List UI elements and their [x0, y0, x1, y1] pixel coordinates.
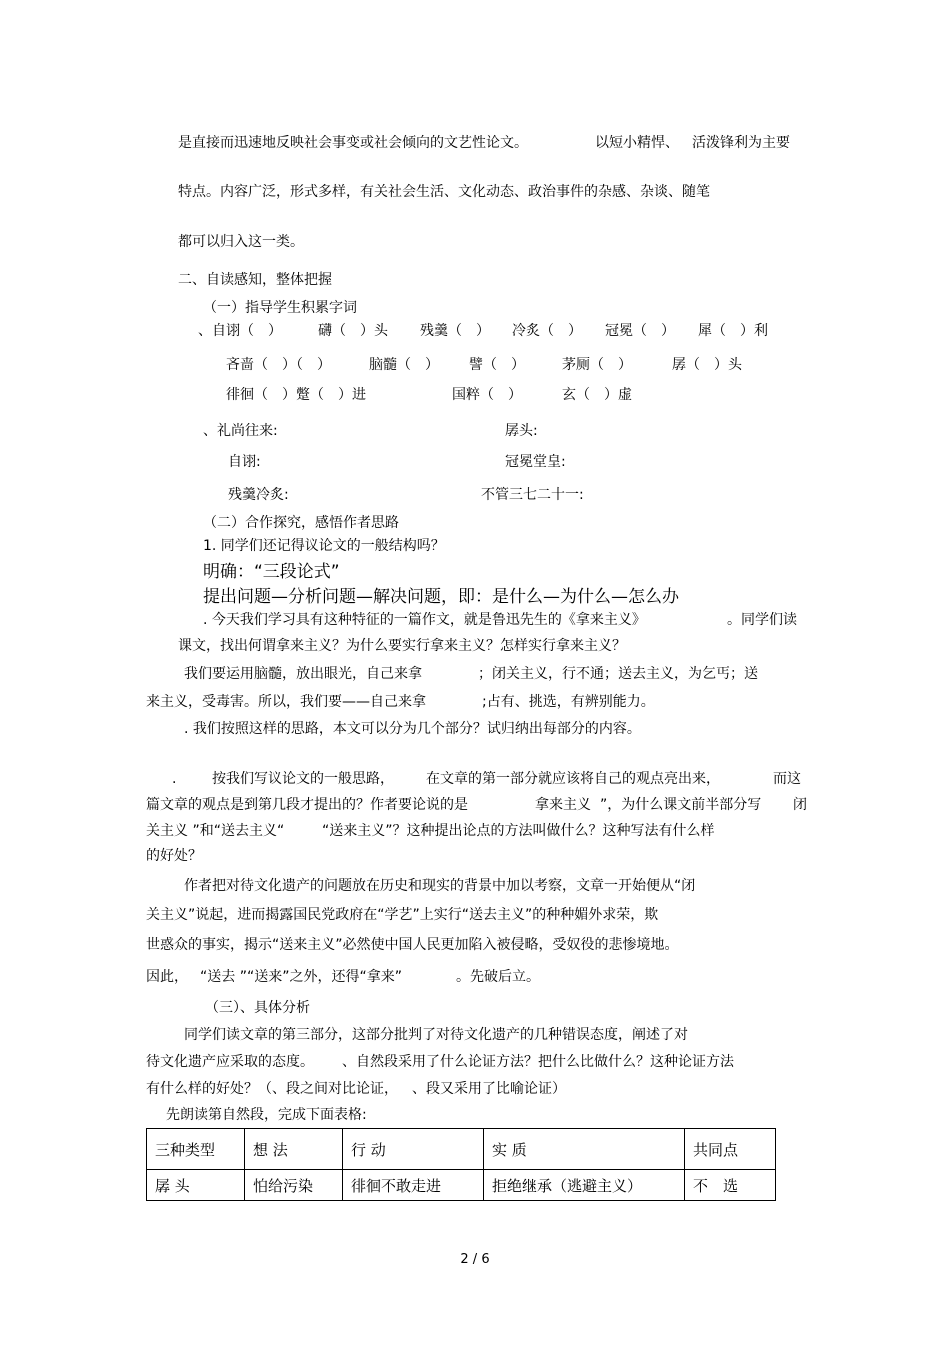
table-header-cell: 想 法	[245, 1129, 343, 1170]
explain-item: 孱头:	[505, 423, 538, 439]
explain-item: 不管三七二十一:	[481, 487, 584, 503]
para5-g: ”，为什么课文前半部分写	[600, 797, 762, 813]
table-cell: 拒绝继承（逃避主义）	[484, 1170, 685, 1201]
para5-a: .	[172, 771, 177, 787]
para5-h: 闭	[793, 797, 807, 813]
section-heading: 二、自读感知，整体把握	[178, 272, 332, 288]
para6-b: 关主义”说起，进而揭露国民党政府在“学艺”上实行“送去主义”的种种媚外求荣，欺	[146, 907, 659, 923]
intro-line3: 都可以归入这一类。	[178, 234, 304, 250]
vocab-item: 玄（ ）虚	[562, 387, 632, 403]
para3-d: ;占有、挑选，有辨别能力。	[482, 694, 655, 710]
vocab-item: 礴（ ）头	[318, 323, 388, 339]
para4: . 我们按照这样的思路，本文可以分为几个部分？试归纳出每部分的内容。	[184, 721, 641, 737]
para7-d: 有什么样的好处？（、段之间对比论证，	[146, 1081, 398, 1097]
para2-a: . 今天我们学习具有这种特征的一篇作文，就是鲁迅先生的《拿来主义》	[203, 612, 646, 628]
para2-c: 课文，找出何谓拿来主义？为什么要实行拿来主义？怎样实行拿来主义？	[178, 638, 626, 654]
vocab-item: 茅厕（ ）	[562, 357, 632, 373]
table-cell: 不 选	[685, 1170, 776, 1201]
para7-e: 、段又采用了比喻论证）	[412, 1081, 566, 1097]
table-header-cell: 共同点	[685, 1129, 776, 1170]
clarify-line: 明确：“三段论式”	[203, 562, 340, 582]
para7-a: 同学们读文章的第三部分，这部分批判了对待文化遗产的几种错误态度，阐述了对	[184, 1027, 688, 1043]
para6-a: 作者把对待文化遗产的问题放在历史和现实的背景中加以考察，文章一开始便从“闭	[184, 878, 696, 894]
intro-line1b: 以短小精悍、	[595, 135, 679, 151]
para3-b: ；闭关主义，行不通；送去主义，为乞丐；送	[478, 666, 758, 682]
para7-c: 、自然段采用了什么论证方法？把什么比做什么？这种论证方法	[342, 1054, 734, 1070]
para6-c: 世惑众的事实，揭示“送来主义”必然使中国人民更加陷入被侵略，受奴役的悲惨境地。	[146, 937, 679, 953]
intro-line1a: 是直接而迅速地反映社会事变或社会倾向的文艺性论文。	[178, 135, 528, 151]
para5-i: 关主义 ”和“送去主义“	[146, 823, 285, 839]
table-header-cell: 行 动	[343, 1129, 484, 1170]
table-header-cell: 实 质	[484, 1129, 685, 1170]
para5-f: 拿来主义	[535, 797, 591, 813]
para2-b: 。同学们读	[727, 612, 797, 628]
explain-item: 冠冕堂皇:	[505, 454, 566, 470]
explain-item: 自诩:	[228, 454, 261, 470]
vocab-item: 残羹（ ）	[420, 323, 490, 339]
para6-e: “送去 ”“送来”之外，还得“拿来”	[200, 969, 402, 985]
para3-c: 来主义，受毒害。所以，我们要——自己来拿	[146, 694, 426, 710]
vocab-item: 冷炙（ ）	[512, 323, 582, 339]
vocab-item: 脑髓（ ）	[369, 357, 439, 373]
table-cell: 徘徊不敢走进	[343, 1170, 484, 1201]
para3-a: 我们要运用脑髓，放出眼光，自己来拿	[184, 666, 422, 682]
table-cell: 孱 头	[147, 1170, 245, 1201]
para5-k: 的好处？	[146, 848, 202, 864]
para7-b: 待文化遗产应采取的态度。	[146, 1054, 314, 1070]
table-header-cell: 三种类型	[147, 1129, 245, 1170]
intro-line1c: 活泼锋利为主要	[692, 135, 790, 151]
para8: 先朗读第自然段，完成下面表格:	[166, 1107, 367, 1123]
vocab-item: 孱（ ）头	[672, 357, 742, 373]
vocab-item: 譬（ ）	[469, 357, 525, 373]
table-header-row	[147, 1129, 776, 1170]
vocab-item: 冠冕（ ）	[605, 323, 675, 339]
para5-e: 篇文章的观点是到第几段才提出的？作者要论说的是	[146, 797, 468, 813]
para5-b: 按我们写议论文的一般思路，	[212, 771, 394, 787]
para5-j: “送来主义”？这种提出论点的方法叫做什么？这种写法有什么样	[322, 823, 715, 839]
para5-c: 在文章的第一部分就应该将自己的观点亮出来，	[426, 771, 720, 787]
subheading-2: （二）合作探究，感悟作者思路	[203, 515, 399, 531]
explain-item: 、礼尚往来:	[203, 423, 278, 439]
question-1: 1. 同学们还记得议论文的一般结构吗？	[203, 538, 445, 554]
para5-d: 而这	[773, 771, 801, 787]
vocab-item: 吝啬（ ）（ ）	[226, 357, 331, 373]
vocab-item: 犀（ ）利	[698, 323, 768, 339]
table-row	[147, 1170, 776, 1201]
types-table	[146, 1128, 776, 1201]
structure-line: 提出问题—分析问题—解决问题，即：是什么—为什么—怎么办	[203, 587, 679, 607]
subheading-3: （三）、具体分析	[205, 1000, 310, 1016]
subheading-1: （一）指导学生积累字词	[203, 300, 357, 316]
vocab-item: 、自诩（ ）	[198, 323, 282, 339]
para6-f: 。先破后立。	[456, 969, 540, 985]
page-number: 2 / 6	[460, 1252, 490, 1267]
intro-line2: 特点。内容广泛，形式多样，有关社会生活、文化动态、政治事件的杂感、杂谈、随笔	[178, 184, 710, 200]
vocab-item: 徘徊（ ）蹩（ ）进	[226, 387, 366, 403]
explain-item: 残羹冷炙:	[228, 487, 289, 503]
para6-d: 因此，	[146, 969, 188, 985]
table-cell: 怕给污染	[245, 1170, 343, 1201]
vocab-item: 国粹（ ）	[452, 387, 522, 403]
